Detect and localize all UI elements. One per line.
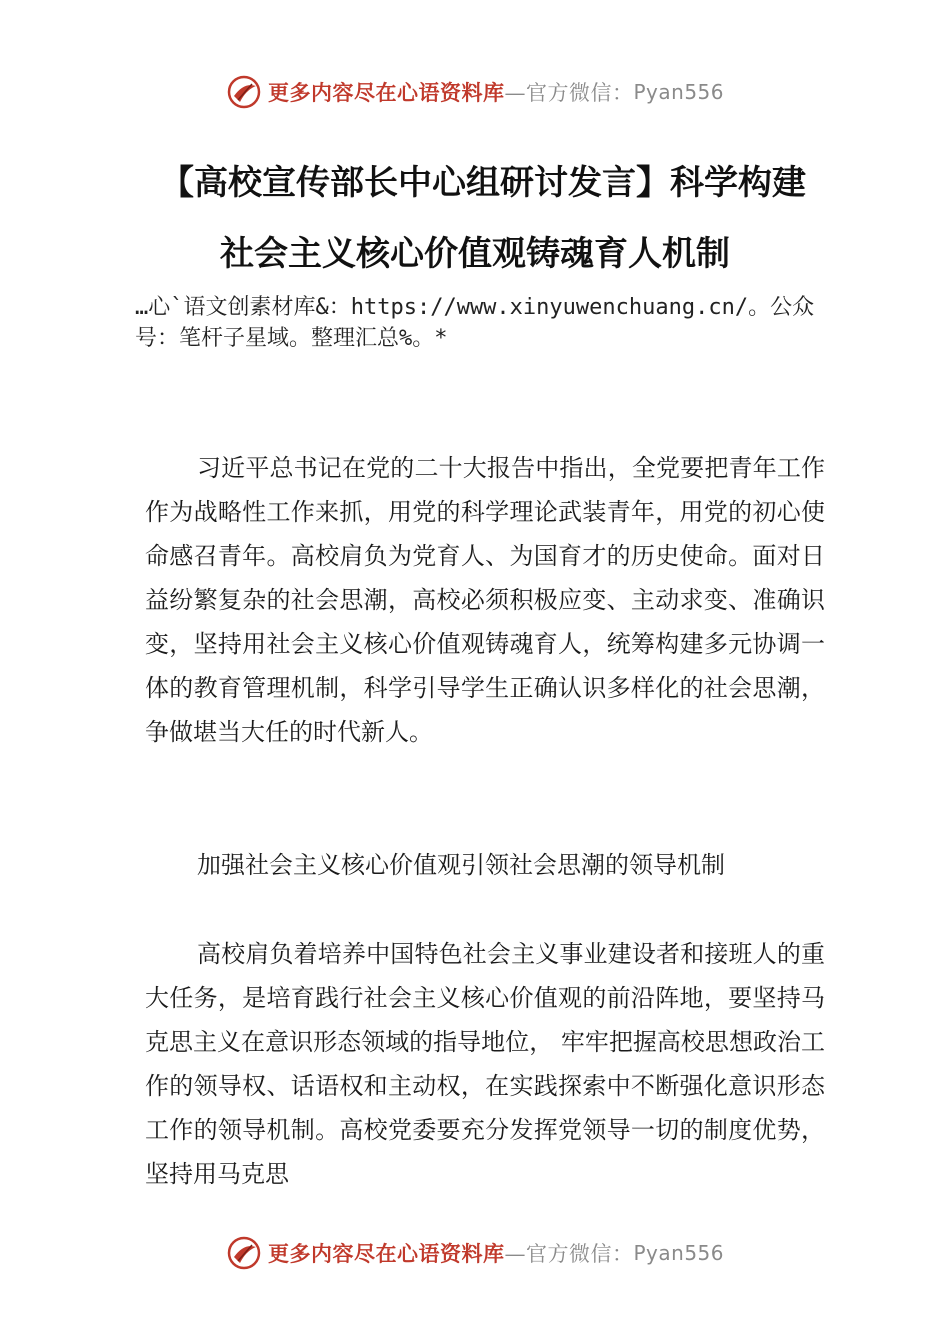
banner-wechat-id: Pyan556 [633,1241,724,1265]
banner-wechat-label: —官方微信： [504,1242,634,1266]
banner-library-text: 更多内容尽在心语资料库 [267,80,505,105]
banner-library-text: 更多内容尽在心语资料库 [267,1241,505,1266]
section-heading: 加强社会主义核心价值观引领社会思潮的领导机制 [197,851,725,879]
banner-wechat-id: Pyan556 [633,80,724,104]
header-banner [0,72,950,112]
document-title-line-1: 【高校宣传部长中心组研讨发言】科学构建 [160,163,806,203]
body-paragraph-2: 高校肩负着培养中国特色社会主义事业建设者和接班人的重大任务，是培育践行社会主义核心价值观的前沿阵地，要坚持马克思主义在意识形态领域的指导地位， 牢牢把握高校思想政治工作的领导权、话语权和主动权，在实践探索中不断强化意识形态工作的领导机制。高校党委要充分发挥党领导一切的制度优势，坚持用马克思 [145,940,825,1188]
body-paragraph-1: 习近平总书记在党的二十大报告中指出，全党要把青年工作作为战略性工作来抓，用党的科学理论武装青年，用党的初心使命感召青年。高校肩负为党育人、为国育才的历史使命。面对日益纷繁复杂的社会思潮，高校必须积极应变、主动求变、准确识变，坚持用社会主义核心价值观铸魂育人，统筹构建多元协调一体的教育管理机制，科学引导学生正确认识多样化的社会思潮，争做堪当大任的时代新人。 [145,454,825,746]
banner-wechat-label: —官方微信： [504,81,634,105]
source-note: …心`语文创素材库&：https://www.xinyuwenchuang.cn/。公众号：笔杆子星域。整理汇总%。* [135,295,815,351]
document-title-line-2: 社会主义核心价值观铸魂育人机制 [220,234,730,274]
xinyu-logo-icon [226,74,262,110]
footer-banner [0,1233,950,1273]
xinyu-logo-icon [226,1235,262,1271]
